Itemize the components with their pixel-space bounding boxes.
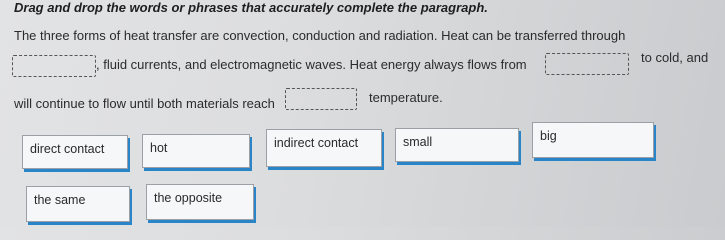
drop-zone-2[interactable]: [545, 53, 629, 75]
option-big[interactable]: big: [532, 122, 654, 158]
drop-zone-3[interactable]: [285, 88, 357, 110]
option-the-same[interactable]: the same: [26, 186, 130, 222]
instructions-heading: Drag and drop the words or phrases that accurately complete the paragraph.: [14, 0, 488, 15]
option-hot[interactable]: hot: [142, 134, 250, 168]
option-small[interactable]: small: [395, 128, 519, 162]
paragraph-line-3a: will continue to flow until both materials reach: [14, 96, 275, 111]
paragraph-line-1: The three forms of heat transfer are convection, conduction and radiation. Heat can be transferred through: [14, 28, 626, 43]
paragraph-line-2a: , fluid currents, and electromagnetic waves. Heat energy always flows from: [96, 57, 527, 72]
drop-zone-1[interactable]: [12, 55, 96, 77]
paragraph-line-3b: temperature.: [369, 90, 443, 105]
option-the-opposite[interactable]: the opposite: [146, 184, 254, 220]
option-indirect-contact[interactable]: indirect contact: [266, 129, 382, 167]
paragraph-line-2b: to cold, and: [641, 50, 709, 65]
option-direct-contact[interactable]: direct contact: [22, 135, 128, 169]
